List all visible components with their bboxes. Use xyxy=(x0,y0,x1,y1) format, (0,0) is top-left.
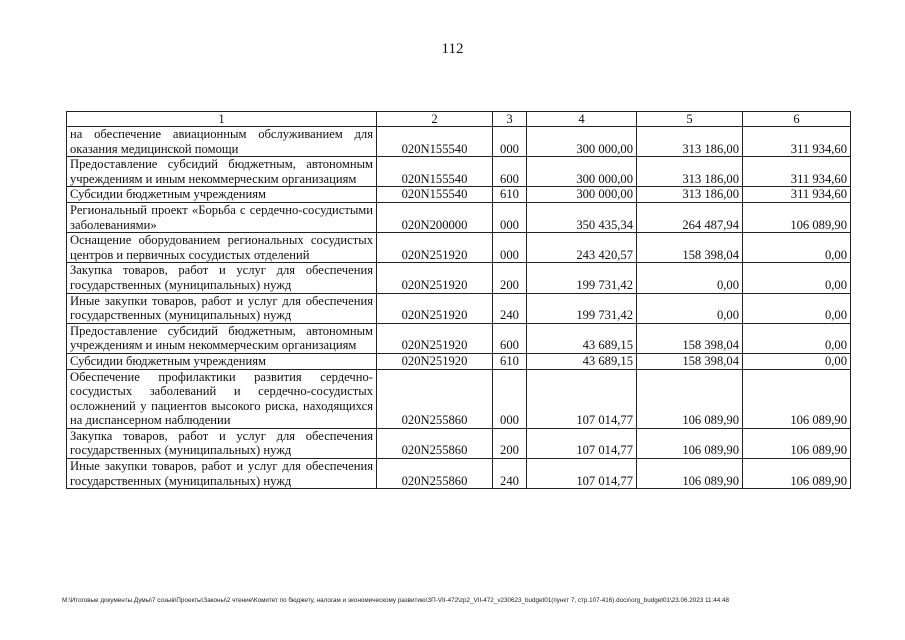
table-row xyxy=(67,233,851,263)
amount-col6-cell: 106 089,90 xyxy=(743,202,851,232)
column-header: 5 xyxy=(637,112,743,127)
amount-col6-cell: 106 089,90 xyxy=(743,428,851,458)
expense-type-cell: 610 xyxy=(493,353,527,369)
target-article-cell: 020N255860 xyxy=(377,428,493,458)
amount-col5-cell: 313 186,00 xyxy=(637,127,743,157)
table-row xyxy=(67,428,851,458)
target-article-cell: 020N255860 xyxy=(377,459,493,489)
expense-type-cell: 200 xyxy=(493,428,527,458)
expense-type-cell: 200 xyxy=(493,263,527,293)
amount-col6-cell: 0,00 xyxy=(743,263,851,293)
row-name-cell: Предоставление субсидий бюджетным, автономным учреждениям и иным некоммерческим организациям xyxy=(67,157,377,187)
table-row xyxy=(67,263,851,293)
amount-col6-cell: 0,00 xyxy=(743,323,851,353)
amount-col6-cell: 106 089,90 xyxy=(743,459,851,489)
table-row xyxy=(67,157,851,187)
target-article-cell: 020N155540 xyxy=(377,187,493,203)
expense-type-cell: 600 xyxy=(493,157,527,187)
amount-col5-cell: 158 398,04 xyxy=(637,353,743,369)
row-name-cell: Субсидии бюджетным учреждениям xyxy=(67,187,377,203)
row-name-cell: Иные закупки товаров, работ и услуг для обеспечения государственных (муниципальных) нужд xyxy=(67,293,377,323)
amount-col4-cell: 107 014,77 xyxy=(527,459,637,489)
row-name-cell: Иные закупки товаров, работ и услуг для обеспечения государственных (муниципальных) нужд xyxy=(67,459,377,489)
target-article-cell: 020N251920 xyxy=(377,293,493,323)
amount-col4-cell: 300 000,00 xyxy=(527,127,637,157)
amount-col6-cell: 311 934,60 xyxy=(743,187,851,203)
amount-col5-cell: 106 089,90 xyxy=(637,369,743,428)
amount-col4-cell: 199 731,42 xyxy=(527,293,637,323)
amount-col5-cell: 313 186,00 xyxy=(637,187,743,203)
table-row xyxy=(67,353,851,369)
expense-type-cell: 240 xyxy=(493,293,527,323)
expense-type-cell: 000 xyxy=(493,233,527,263)
amount-col5-cell: 158 398,04 xyxy=(637,323,743,353)
row-name-cell: Региональный проект «Борьба с сердечно-сосудистыми заболеваниями» xyxy=(67,202,377,232)
table-row xyxy=(67,202,851,232)
column-header: 6 xyxy=(743,112,851,127)
amount-col5-cell: 313 186,00 xyxy=(637,157,743,187)
amount-col4-cell: 243 420,57 xyxy=(527,233,637,263)
target-article-cell: 020N251920 xyxy=(377,323,493,353)
amount-col5-cell: 0,00 xyxy=(637,293,743,323)
amount-col4-cell: 300 000,00 xyxy=(527,157,637,187)
target-article-cell: 020N200000 xyxy=(377,202,493,232)
target-article-cell: 020N155540 xyxy=(377,157,493,187)
expense-type-cell: 600 xyxy=(493,323,527,353)
table-header-row xyxy=(67,112,851,127)
target-article-cell: 020N155540 xyxy=(377,127,493,157)
amount-col5-cell: 158 398,04 xyxy=(637,233,743,263)
amount-col4-cell: 350 435,34 xyxy=(527,202,637,232)
row-name-cell: Предоставление субсидий бюджетным, автономным учреждениям и иным некоммерческим организациям xyxy=(67,323,377,353)
amount-col6-cell: 0,00 xyxy=(743,233,851,263)
table-row xyxy=(67,293,851,323)
amount-col4-cell: 107 014,77 xyxy=(527,369,637,428)
target-article-cell: 020N251920 xyxy=(377,263,493,293)
row-name-cell: Субсидии бюджетным учреждениям xyxy=(67,353,377,369)
column-header: 3 xyxy=(493,112,527,127)
target-article-cell: 020N251920 xyxy=(377,233,493,263)
column-header: 2 xyxy=(377,112,493,127)
amount-col4-cell: 43 689,15 xyxy=(527,353,637,369)
expense-type-cell: 000 xyxy=(493,369,527,428)
table-row xyxy=(67,187,851,203)
row-name-cell: Оснащение оборудованием региональных сосудистых центров и первичных сосудистых отделений xyxy=(67,233,377,263)
amount-col5-cell: 0,00 xyxy=(637,263,743,293)
amount-col4-cell: 300 000,00 xyxy=(527,187,637,203)
expense-type-cell: 000 xyxy=(493,202,527,232)
file-path-footer: M:\Итоговые документы Думы\7 созыв\Проекты\Законы\2 чтение\Комитет по бюджету, налогам и экономическому развитию\ЗП-VII-472\zp2_VII-472_v230623_budget01(пункт 7, стр.107-416).docx\org_budget01\23.06.2023 11:44:48 xyxy=(62,597,730,604)
expense-type-cell: 610 xyxy=(493,187,527,203)
row-name-cell: Обеспечение профилактики развития сердечно-сосудистых заболеваний и сердечно-сосудистых осложнений у пациентов высокого риска, находящихся на диспансерном наблюдении xyxy=(67,369,377,428)
budget-table xyxy=(66,111,851,489)
expense-type-cell: 000 xyxy=(493,127,527,157)
amount-col5-cell: 106 089,90 xyxy=(637,428,743,458)
amount-col5-cell: 264 487,94 xyxy=(637,202,743,232)
table-row xyxy=(67,127,851,157)
expense-type-cell: 240 xyxy=(493,459,527,489)
column-header: 1 xyxy=(67,112,377,127)
amount-col5-cell: 106 089,90 xyxy=(637,459,743,489)
amount-col6-cell: 0,00 xyxy=(743,293,851,323)
amount-col6-cell: 311 934,60 xyxy=(743,157,851,187)
row-name-cell: на обеспечение авиационным обслуживанием для оказания медицинской помощи xyxy=(67,127,377,157)
amount-col4-cell: 43 689,15 xyxy=(527,323,637,353)
amount-col6-cell: 106 089,90 xyxy=(743,369,851,428)
page-number: 112 xyxy=(441,41,464,57)
table-row xyxy=(67,459,851,489)
target-article-cell: 020N255860 xyxy=(377,369,493,428)
target-article-cell: 020N251920 xyxy=(377,353,493,369)
row-name-cell: Закупка товаров, работ и услуг для обеспечения государственных (муниципальных) нужд xyxy=(67,428,377,458)
amount-col6-cell: 0,00 xyxy=(743,353,851,369)
table-row xyxy=(67,323,851,353)
amount-col4-cell: 199 731,42 xyxy=(527,263,637,293)
table-row xyxy=(67,369,851,428)
row-name-cell: Закупка товаров, работ и услуг для обеспечения государственных (муниципальных) нужд xyxy=(67,263,377,293)
column-header: 4 xyxy=(527,112,637,127)
amount-col6-cell: 311 934,60 xyxy=(743,127,851,157)
amount-col4-cell: 107 014,77 xyxy=(527,428,637,458)
